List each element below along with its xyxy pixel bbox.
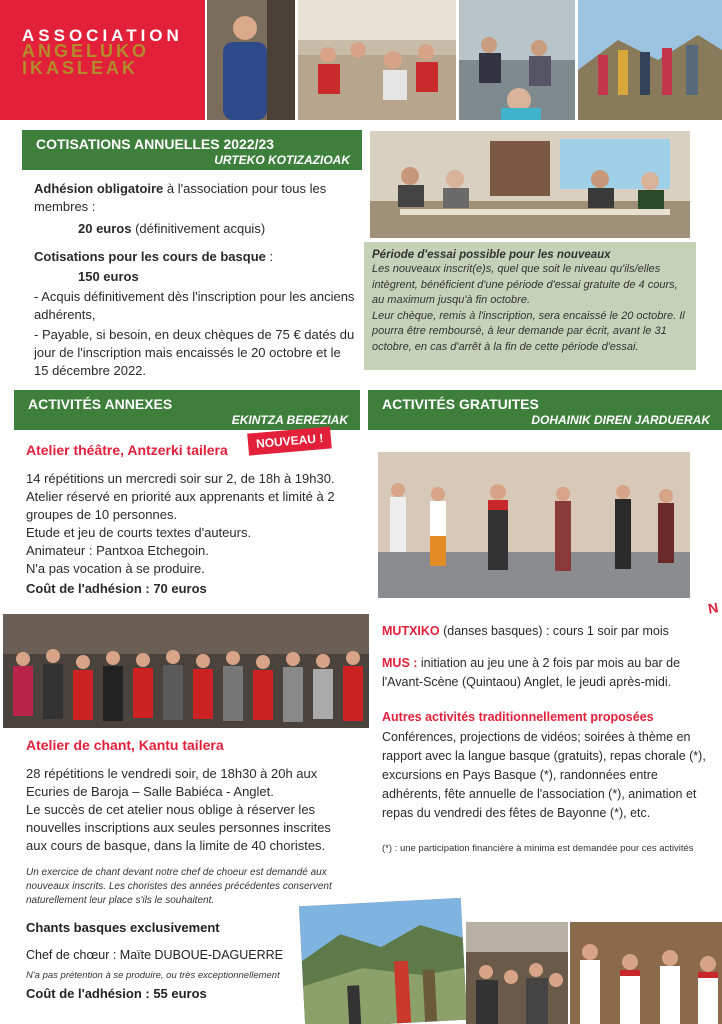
bottom-photo-musicians [570, 922, 722, 1024]
nouveau-badge: NOUVEAU ! [247, 426, 332, 455]
logo-line-1: ASSOCIATION [22, 26, 183, 45]
cotisations-header [22, 130, 362, 170]
theatre-line-2: Atelier réservé en priorité aux apprenants et limité à 2 groupes de 10 personnes. [26, 489, 335, 522]
logo-line-3: IKASLEAK [22, 58, 139, 78]
adhesion-note: (définitivement acquis) [131, 221, 266, 236]
mountain-photo [299, 898, 467, 1024]
courses-bullet-1: - Acquis définitivement dès l'inscription pour les anciens adhérents, [34, 289, 355, 322]
bottom-photo-hall [466, 922, 568, 1024]
edge-badge-fragment: N [706, 599, 720, 617]
choir-photo [3, 614, 369, 728]
logo-line-2: ANGELUKO [22, 41, 149, 61]
theatre-title: Atelier théâtre, Antzerki tailera [26, 442, 228, 458]
gratuites-subtitle: DOHAINIK DIREN JARDUERAK [531, 413, 710, 427]
courses-colon: : [265, 249, 274, 264]
courses-amount: 150 euros [78, 269, 139, 284]
gratuites-header [368, 390, 722, 430]
header-photo-speaker [207, 0, 295, 120]
autres-title: Autres activités traditionnellement proposées [382, 710, 654, 724]
header-photo-meal [298, 0, 456, 120]
cotisations-subtitle: URTEKO KOTIZAZIOAK [214, 153, 350, 167]
chant-subtitle: Chants basques exclusivement [26, 920, 220, 935]
classroom-photo [370, 131, 690, 238]
trial-title: Période d'essai possible pour les nouveaux [372, 249, 611, 261]
footnote: (*) : une participation financière à minima est demandée pour ces activités [382, 843, 694, 854]
trial-para-1: Les nouveaux inscrit(e)s, quel que soit le niveau qu'ils/elles intègrent, bénéficient d'une période d'essai gratuite de 4 cours, au maximum jusqu'à fin octobre. [372, 263, 678, 306]
courses-label: Cotisations pour les cours de basque [34, 249, 266, 264]
theatre-line-3: Etude et jeu de courts textes d'auteurs. [26, 525, 252, 540]
theatre-line-1: 14 répétitions un mercredi soir sur 2, de 18h à 19h30. [26, 471, 335, 486]
adhesion-amount-line [78, 220, 356, 238]
gratuites-title: ACTIVITÉS GRATUITES [382, 396, 539, 412]
chant-title: Atelier de chant, Kantu tailera [26, 737, 224, 753]
annexes-subtitle: EKINTZA BEREZIAK [231, 413, 348, 427]
cotisations-title: COTISATIONS ANNUELLES 2022/23 [36, 136, 275, 152]
mutxiko-label: MUTXIKO [382, 624, 440, 638]
chant-paragraph-1: 28 répétitions le vendredi soir, de 18h30 à 20h aux Ecuries de Baroja – Salle Babiéca - Anglet. [26, 766, 318, 799]
adhesion-paragraph [34, 180, 356, 216]
theatre-cost: Coût de l'adhésion : 70 euros [26, 581, 207, 596]
trial-para-2: Leur chèque, remis à l'inscription, sera encaissé le 20 octobre. Il pourra être remboursé, à leur demande par écrit, avant le 31 octobre, en cas d'arrêt à la fin de cette période d'essai. [372, 309, 685, 353]
mutxiko-text: (danses basques) : cours 1 soir par mois [439, 624, 669, 638]
header-photo-hikers [578, 0, 722, 120]
header-photo-classroom [459, 0, 575, 120]
trial-period-box [364, 242, 696, 370]
autres-text: Conférences, projections de vidéos; soirées à thème en rapport avec la langue basque (gratuits), repas chorale (*), excursions en Pays Basque (*), randonnées entre adhérents, fête annuelle de l'association (*), animation et repas du vendredi des fêtes de Bayonne (*), etc. [382, 730, 706, 820]
mus-paragraph [382, 654, 706, 692]
cotisations-body [34, 180, 356, 380]
theatre-line-4: Animateur : Pantxoa Etchegoin. [26, 543, 209, 558]
mus-label: MUS : [382, 656, 418, 670]
chant-chef: Chef de chœur : Maïte DUBOUE-DAGUERRE [26, 948, 284, 962]
mutxiko-line [382, 622, 702, 640]
courses-line [34, 248, 356, 266]
chant-cost: Coût de l'adhésion : 55 euros [26, 986, 207, 1001]
chant-body [26, 765, 338, 855]
dance-photo [378, 452, 690, 598]
chant-note: Un exercice de chant devant notre chef de choeur est demandé aux nouveaux inscrits. Les choristes des années précédentes conservent naturellement leur place s'ils le souhaitent. [26, 867, 332, 906]
chant-pretention: N'a pas prétention à se produire, ou très exceptionnellement [26, 970, 280, 981]
association-logo [0, 0, 205, 120]
annexes-title: ACTIVITÉS ANNEXES [28, 396, 173, 412]
theatre-line-5: N'a pas vocation à se produire. [26, 561, 205, 576]
chant-paragraph-2: Le succès de cet atelier nous oblige à réserver les nouvelles inscriptions aux seules personnes inscrites aux cours de basque, dans la limite de 40 choristes. [26, 802, 331, 853]
adhesion-amount: 20 euros [78, 221, 132, 236]
adhesion-text: à l'association pour tous les membres : [34, 181, 327, 214]
courses-bullet-2: - Payable, si besoin, en deux chèques de 75 € datés du jour de l'inscription mais encaissés le 20 octobre et le 15 décembre 2022. [34, 327, 355, 378]
adhesion-label: Adhésion obligatoire [34, 181, 164, 196]
annexes-header [14, 390, 360, 430]
mus-text: initiation au jeu une à 2 fois par mois au bar de l'Avant-Scène (Quintaou) Anglet, le jeudi après-midi. [382, 656, 681, 689]
theatre-body [26, 470, 340, 598]
